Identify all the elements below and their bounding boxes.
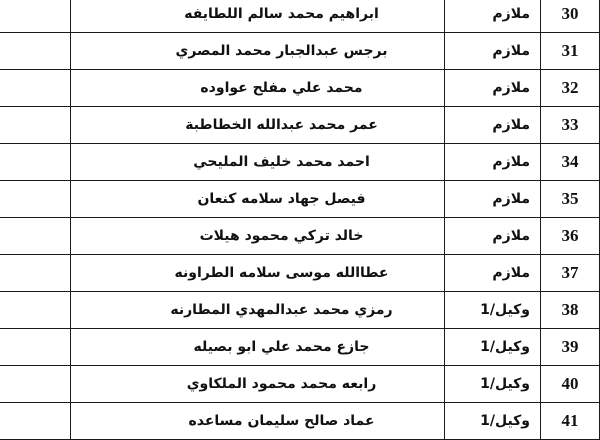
row-number-cell: 39 [541, 329, 600, 366]
row-number-cell: 30 [541, 0, 600, 33]
rank-cell: وكيل/1 [445, 366, 541, 403]
row-number-cell: 33 [541, 107, 600, 144]
rank-cell: ملازم [445, 144, 541, 181]
name-cell: رابعه محمد محمود الملكاوي [71, 366, 445, 403]
rank-cell: ملازم [445, 70, 541, 107]
rank-cell: ملازم [445, 255, 541, 292]
rank-cell: ملازم [445, 0, 541, 33]
empty-cell [0, 366, 71, 403]
empty-cell [0, 33, 71, 70]
row-number-cell: 31 [541, 33, 600, 70]
name-cell: عمر محمد عبدالله الخطاطبة [71, 107, 445, 144]
rank-cell: ملازم [445, 33, 541, 70]
table-row [0, 403, 600, 440]
table-row [0, 366, 600, 403]
table-row [0, 33, 600, 70]
row-number-cell: 35 [541, 181, 600, 218]
empty-cell [0, 70, 71, 107]
name-cell: خالد تركي محمود هيلات [71, 218, 445, 255]
row-number-cell: 40 [541, 366, 600, 403]
rank-cell: ملازم [445, 107, 541, 144]
table-row [0, 329, 600, 366]
row-number-cell: 36 [541, 218, 600, 255]
name-cell: رمزي محمد عبدالمهدي المطارنه [71, 292, 445, 329]
row-number-cell: 37 [541, 255, 600, 292]
rank-cell: وكيل/1 [445, 292, 541, 329]
row-number-cell: 34 [541, 144, 600, 181]
empty-cell [0, 329, 71, 366]
name-cell: برجس عبدالجبار محمد المصري [71, 33, 445, 70]
rank-cell: ملازم [445, 218, 541, 255]
empty-cell [0, 218, 71, 255]
empty-cell [0, 107, 71, 144]
name-cell: فيصل جهاد سلامه كنعان [71, 181, 445, 218]
empty-cell [0, 255, 71, 292]
table-row [0, 144, 600, 181]
rank-cell: وكيل/1 [445, 403, 541, 440]
name-cell: عماد صالح سليمان مساعده [71, 403, 445, 440]
name-cell: عطاالله موسى سلامه الطراونه [71, 255, 445, 292]
name-cell: احمد محمد خليف المليحي [71, 144, 445, 181]
rank-cell: وكيل/1 [445, 329, 541, 366]
table-row [0, 181, 600, 218]
empty-cell [0, 403, 71, 440]
table-row [0, 70, 600, 107]
table-row [0, 292, 600, 329]
row-number-cell: 32 [541, 70, 600, 107]
table-row [0, 107, 600, 144]
name-cell: محمد علي مفلح عواوده [71, 70, 445, 107]
name-cell: ابراهيم محمد سالم اللطايفه [71, 0, 445, 33]
row-number-cell: 41 [541, 403, 600, 440]
empty-cell [0, 144, 71, 181]
table-row [0, 218, 600, 255]
empty-cell [0, 181, 71, 218]
row-number-cell: 38 [541, 292, 600, 329]
table-row [0, 0, 600, 33]
table-row [0, 255, 600, 292]
name-cell: جازع محمد علي ابو بصيله [71, 329, 445, 366]
rank-cell: ملازم [445, 181, 541, 218]
empty-cell [0, 0, 71, 33]
empty-cell [0, 292, 71, 329]
